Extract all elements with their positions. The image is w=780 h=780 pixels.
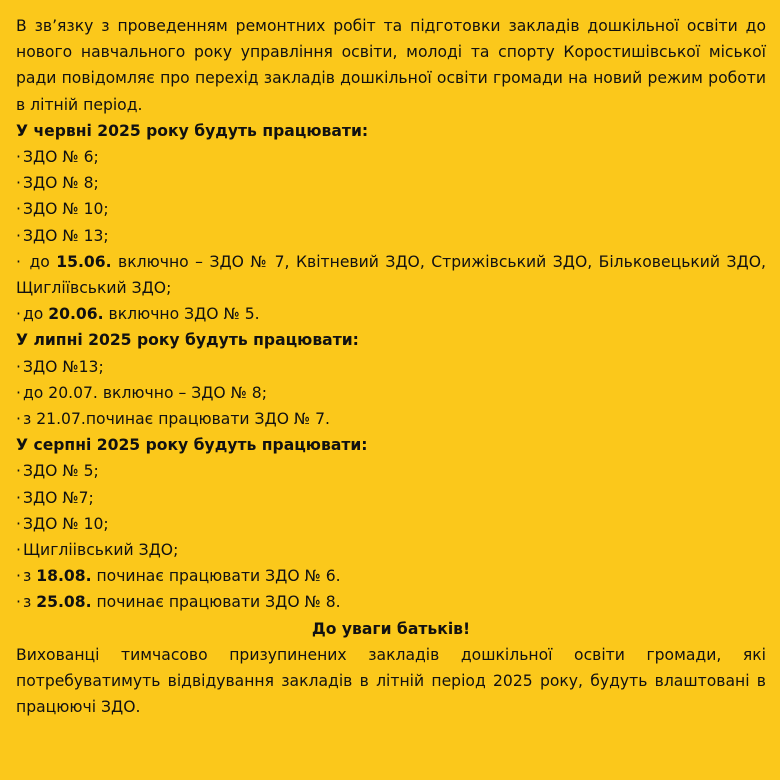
bullet: · [16,541,21,560]
date: 15.06. [56,252,112,271]
bullet: · [16,410,21,429]
list-item: · ЗДО №13; [16,354,766,380]
bullet: · [16,226,21,245]
list-item: · з 21.07.починає працювати ЗДО № 7. [16,406,766,432]
list-item: · до 20.06. включно ЗДО № 5. [16,301,766,327]
intro-paragraph: В зв’язку з проведенням ремонтних робіт та підготовки закладів дошкільної освіти до нового навчального року управління освіти, молоді та спорту Коростишівської міської ради повідомляє про перехід закладів дошкільної освіти громади на новий режим роботи в літній період. [16,17,766,114]
bullet: · [16,567,21,586]
list-item: · до 20.07. включно – ЗДО № 8; [16,380,766,406]
bullet: · [16,200,21,219]
june-list [16,144,766,327]
list-item: · ЗДО № 6; [16,144,766,170]
august-list [16,458,766,615]
list-item: · з 25.08. починає працювати ЗДО № 8. [16,589,766,615]
june-heading: У червні 2025 року будуть працювати: [16,121,369,140]
july-list [16,354,766,433]
list-item: · ЗДО №7; [16,485,766,511]
date: 20.06. [48,305,104,324]
list-item: · ЗДО № 13; [16,223,766,249]
list-item: · ЗДО № 8; [16,170,766,196]
bullet: · [16,357,21,376]
list-item: · ЗДО № 10; [16,196,766,222]
bullet: · [16,462,21,481]
august-heading: У серпні 2025 року будуть працювати: [16,436,368,455]
bullet: · [16,488,21,507]
list-item: · ЗДО № 5; [16,458,766,484]
notice-paragraph: Вихованці тимчасово призупинених закладів дошкільної освіти громади, які потребуватимуть відвідування закладів в літній період 2025 року, будуть влаштовані в працюючі ЗДО. [16,645,766,717]
bullet: · [16,593,21,612]
bullet: · [16,383,21,402]
list-item: · до 15.06. включно – ЗДО № 7, Квітневий ЗДО, Стрижівський ЗДО, Бiльковецький ЗДО, Щигліївський ЗДО; [16,249,766,301]
list-item: · ЗДО № 10; [16,511,766,537]
bullet: · [16,174,21,193]
list-item: · з 18.08. починає працювати ЗДО № 6. [16,563,766,589]
list-item: · Щигліівський ЗДО; [16,537,766,563]
bullet: · [16,252,21,271]
notice-heading: До уваги батьків! [311,619,471,638]
july-heading: У липні 2025 року будуть працювати: [16,331,359,350]
bullet: · [16,514,21,533]
bullet: · [16,305,21,324]
bullet: · [16,148,21,167]
date: 25.08. [36,593,92,612]
date: 18.08. [36,567,92,586]
